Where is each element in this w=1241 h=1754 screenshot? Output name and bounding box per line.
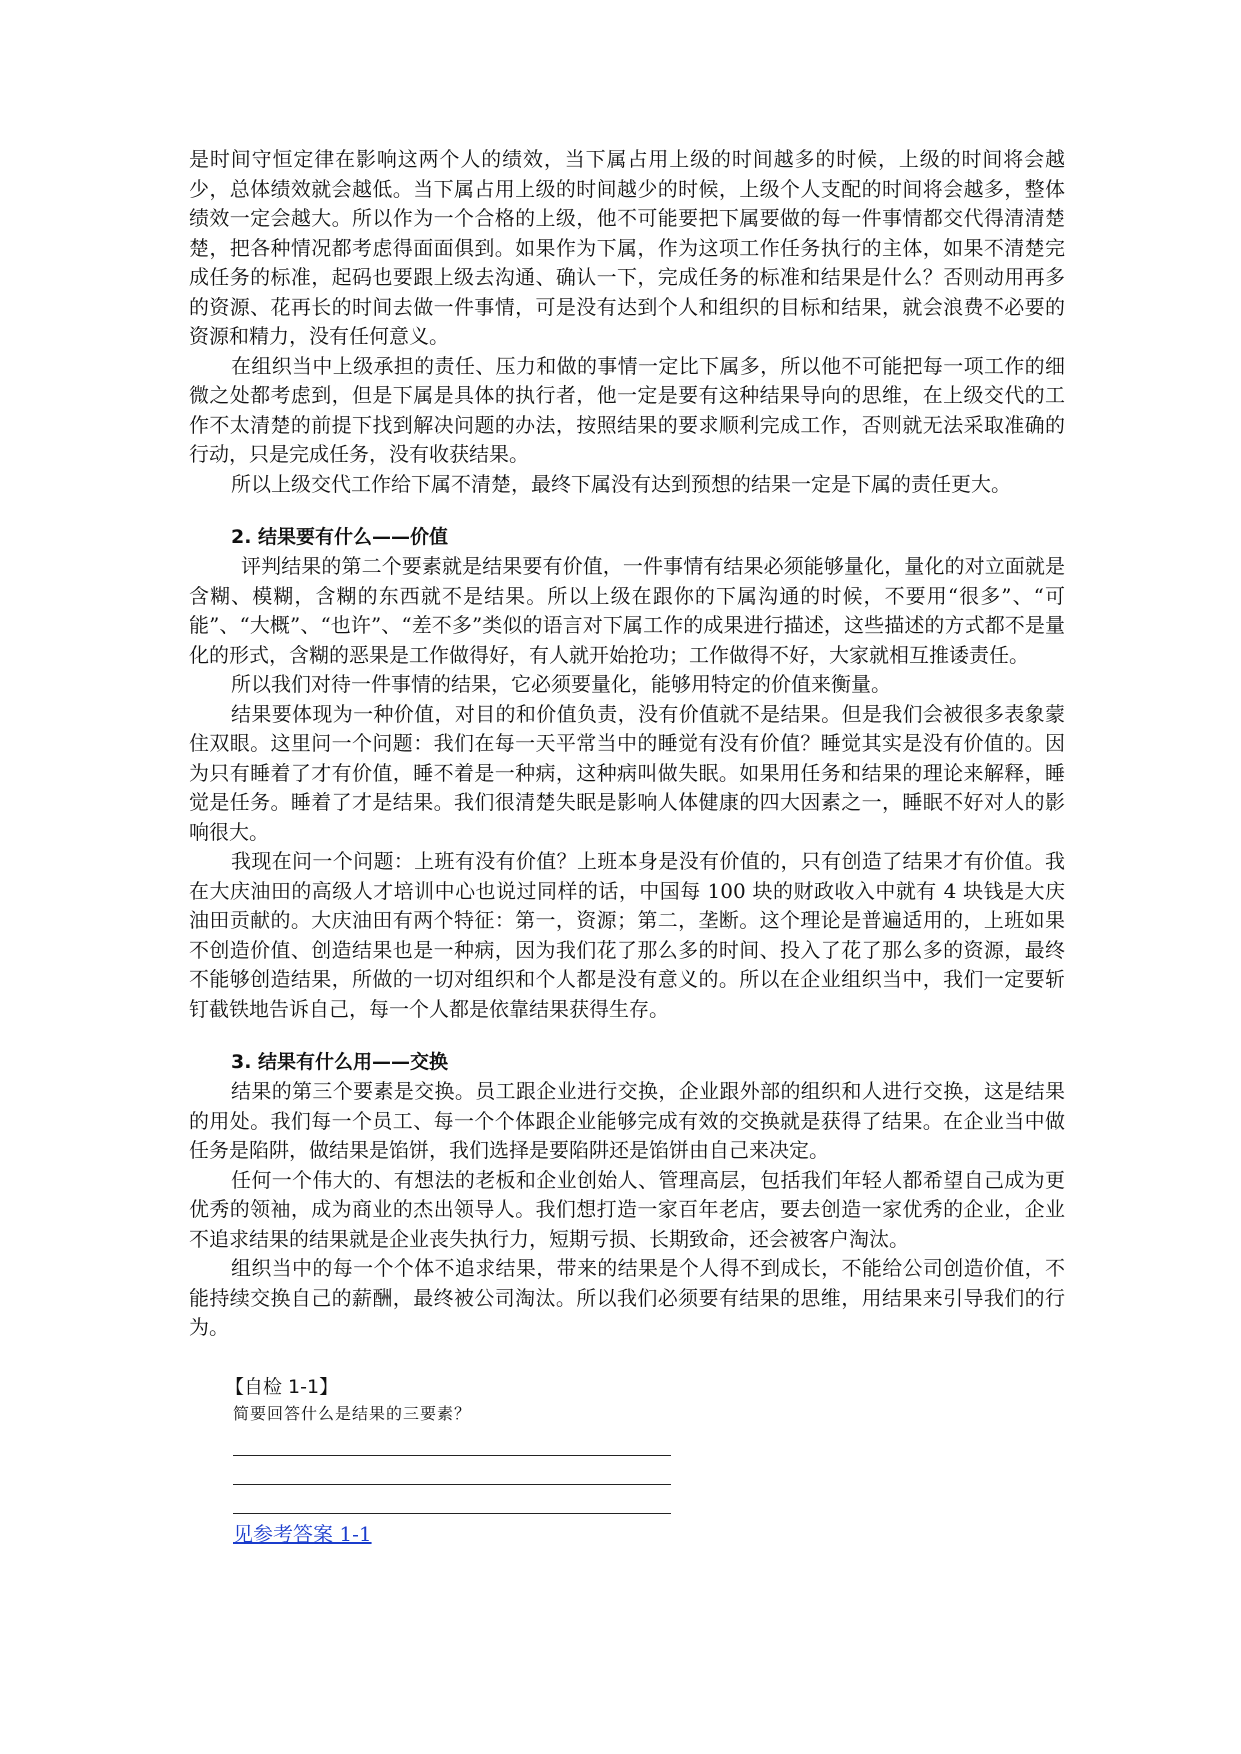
answer-line[interactable] <box>233 1485 671 1514</box>
answer-line[interactable] <box>233 1456 671 1485</box>
body-paragraph: 在组织当中上级承担的责任、压力和做的事情一定比下属多，所以他不可能把每一项工作的细微之处都考虑到，但是下属是具体的执行者，他一定是要有这种结果导向的思维，在上级交代的工作不太清楚的前提下找到解决问题的办法，按照结果的要求顺利完成工作，否则就无法采取准确的行动，只是完成任务，没有收获结果。 <box>189 353 1065 466</box>
body-paragraph: 是时间守恒定律在影响这两个人的绩效，当下属占用上级的时间越多的时候，上级的时间将会越少，总体绩效就会越低。当下属占用上级的时间越少的时候，上级个人支配的时间将会越多，整体绩效一定会越大。所以作为一个合格的上级，他不可能要把下属要做的每一件事情都交代得清清楚楚，把各种情况都考虑得面面俱到。如果作为下属，作为这项工作任务执行的主体，如果不清楚完成任务的标准，起码也要跟上级去沟通、确认一下，完成任务的标准和结果是什么？否则动用再多的资源、花再长的时间去做一件事情，可是没有达到个人和组织的目标和结果，就会浪费不必要的资源和精力，没有任何意义。 <box>189 147 1065 348</box>
body-paragraph: 我现在问一个问题：上班有没有价值？上班本身是没有价值的，只有创造了结果才有价值。我在大庆油田的高级人才培训中心也说过同样的话，中国每 100 块的财政收入中就有 4 块钱是大庆油田贡献的。大庆油田有两个特征：第一，资源；第二，垄断。这个理论是普遍适用的，上班如果不创造价值、创造结果也是一种病，因为我们花了那么多的时间、投入了花了那么多的资源，最终不能够创造结果，所做的一切对组织和个人都是没有意义的。所以在企业组织当中，我们一定要斩钉截铁地告诉自己，每一个人都是依靠结果获得生存。 <box>189 849 1065 1021</box>
document-page <box>189 145 1065 1548</box>
body-paragraph: 结果要体现为一种价值，对目的和价值负责，没有价值就不是结果。但是我们会被很多表象蒙住双眼。这里问一个问题：我们在每一天平常当中的睡觉有没有价值？睡觉其实是没有价值的。因为只有睡着了才有价值，睡不着是一种病，这种病叫做失眠。如果用任务和结果的理论来解释，睡觉是任务。睡着了才是结果。我们很清楚失眠是影响人体健康的四大因素之一，睡眠不好对人的影响很大。 <box>189 701 1065 844</box>
body-paragraph: 任何一个伟大的、有想法的老板和企业创始人、管理高层，包括我们年轻人都希望自己成为更优秀的领袖，成为商业的杰出领导人。我们想打造一家百年老店，要去创造一家优秀的企业，企业不追求结果的结果就是企业丧失执行力，短期亏损、长期致命，还会被客户淘汰。 <box>189 1167 1065 1251</box>
body-paragraph: 评判结果的第二个要素就是结果要有价值，一件事情有结果必须能够量化，量化的对立面就是含糊、模糊，含糊的东西就不是结果。所以上级在跟你的下属沟通的时候，不要用“很多”、“可能”、“大概”、“也许”、“差不多”类似的语言对下属工作的成果进行描述，这些描述的方式都不是量化的形式，含糊的恶果是工作做得好，有人就开始抢功；工作做得不好，大家就相互推诿责任。 <box>189 554 1065 667</box>
body-paragraph: 所以我们对待一件事情的结果，它必须要量化，能够用特定的价值来衡量。 <box>231 672 891 696</box>
section-heading-exchange: 3. 结果有什么用——交换 <box>231 1051 449 1073</box>
reference-answer-link[interactable]: 见参考答案 1-1 <box>233 1521 372 1546</box>
answer-line[interactable] <box>233 1427 671 1456</box>
self-check-question: 简要回答什么是结果的三要素？ <box>233 1403 472 1423</box>
body-paragraph: 所以上级交代工作给下属不清楚，最终下属没有达到预想的结果一定是下属的责任更大。 <box>231 471 1011 496</box>
self-check-box <box>189 1373 1065 1548</box>
body-paragraph: 结果的第三个要素是交换。员工跟企业进行交换，企业跟外部的组织和人进行交换，这是结果的用处。我们每一个员工、每一个个体跟企业能够完成有效的交换就是获得了结果。在企业当中做任务是陷阱，做结果是馅饼，我们选择是要陷阱还是馅饼由自己来决定。 <box>189 1079 1065 1162</box>
body-paragraph: 组织当中的每一个个体不追求结果，带来的结果是个人得不到成长，不能给公司创造价值，不能持续交换自己的薪酬，最终被公司淘汰。所以我们必须要有结果的思维，用结果来引导我们的行为。 <box>189 1256 1065 1339</box>
self-check-title: 【自检 1-1】 <box>225 1375 339 1398</box>
section-heading-value: 2. 结果要有什么——价值 <box>231 526 449 548</box>
